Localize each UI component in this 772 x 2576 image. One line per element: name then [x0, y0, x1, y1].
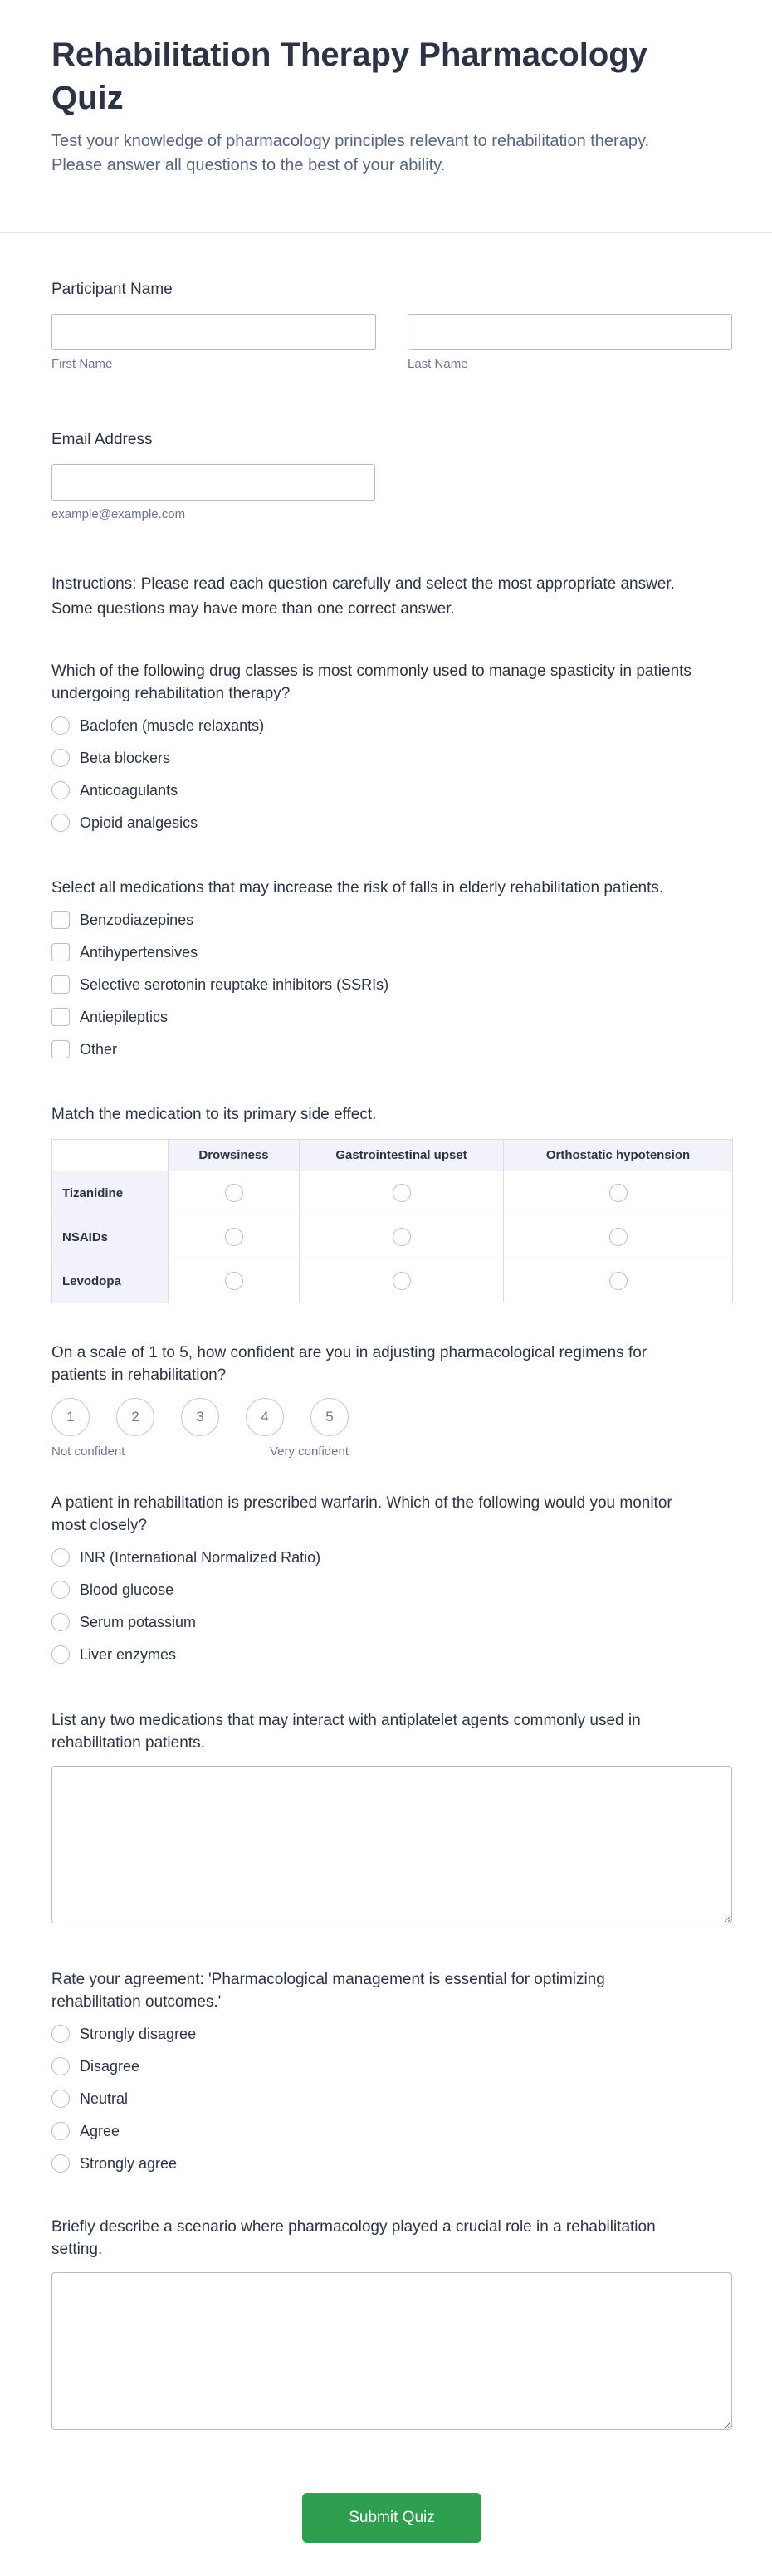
email-field [51, 464, 375, 522]
form-body [0, 233, 772, 2559]
question-spasticity [51, 660, 732, 832]
matrix-radio[interactable] [609, 1272, 628, 1290]
submit-row [51, 2430, 732, 2559]
radio-input[interactable] [51, 2122, 70, 2140]
question-spasticity-label: Which of the following drug classes is most commonly used to manage spasticity in patients undergoing rehabilitation therapy? [51, 662, 691, 702]
checkbox-input[interactable] [51, 1040, 70, 1058]
checkbox-option[interactable] [51, 975, 388, 994]
scale-option-5[interactable]: 5 [310, 1398, 349, 1436]
matrix-radio[interactable] [225, 1272, 243, 1290]
option-label: Antiepileptics [80, 1009, 169, 1025]
form-header [0, 0, 772, 233]
last-name-input[interactable] [408, 314, 732, 350]
matrix-radio[interactable] [393, 1184, 411, 1202]
matrix-column-header: Orthostatic hypotension [504, 1140, 733, 1171]
falls-options [51, 911, 732, 1058]
radio-input[interactable] [51, 1645, 70, 1664]
matrix-cell[interactable] [504, 1215, 733, 1259]
scale-option-3[interactable]: 3 [181, 1398, 219, 1436]
radio-input[interactable] [51, 781, 70, 799]
question-participant-name [51, 278, 732, 372]
form-title: Rehabilitation Therapy Pharmacology Quiz [51, 37, 647, 116]
option-label: Antihypertensives [80, 944, 198, 961]
option-label: Baclofen (muscle relaxants) [80, 717, 265, 734]
matrix-column-header: Gastrointestinal upset [300, 1140, 504, 1171]
option-label: Blood glucose [80, 1581, 174, 1598]
checkbox-option[interactable] [51, 1040, 117, 1058]
matrix-row-header: Tizanidine [52, 1171, 169, 1215]
radio-input[interactable] [51, 814, 70, 832]
scale-left-label: Not confident [51, 1444, 125, 1459]
matrix-cell[interactable] [169, 1215, 300, 1259]
radio-option[interactable] [51, 2122, 120, 2140]
question-warfarin [51, 1492, 732, 1664]
warfarin-options [51, 1548, 732, 1664]
first-name-sublabel: First Name [51, 357, 113, 371]
matrix-table [51, 1139, 733, 1303]
radio-option[interactable] [51, 1645, 176, 1664]
question-agreement-label: Rate your agreement: 'Pharmacological management is essential for optimizing rehabilitation outcomes.' [51, 1971, 605, 2011]
radio-option[interactable] [51, 1613, 196, 1631]
matrix-cell[interactable] [504, 1171, 733, 1215]
instructions-text: Instructions: Please read each question carefully and select the most appropriate answer. Some questions may have more than one correct answer. [51, 575, 675, 618]
radio-option[interactable] [51, 749, 170, 767]
scale-option-4[interactable]: 4 [246, 1398, 284, 1436]
radio-option[interactable] [51, 2057, 139, 2075]
matrix-cell[interactable] [169, 1259, 300, 1303]
scale-options [51, 1398, 732, 1436]
option-label: Anticoagulants [80, 782, 178, 799]
checkbox-option[interactable] [51, 911, 193, 929]
matrix-cell[interactable] [300, 1171, 504, 1215]
radio-input[interactable] [51, 2057, 70, 2075]
radio-input[interactable] [51, 2090, 70, 2108]
radio-input[interactable] [51, 716, 70, 735]
interactions-textarea[interactable] [51, 1766, 732, 1923]
matrix-header-row [52, 1140, 733, 1171]
question-falls [51, 877, 732, 1058]
scale-labels [51, 1444, 349, 1459]
scale-option-2[interactable]: 2 [116, 1398, 154, 1436]
question-confidence-label: On a scale of 1 to 5, how confident are you in adjusting pharmacological regimens for patients in rehabilitation? [51, 1344, 647, 1384]
name-inputs-row [51, 314, 732, 372]
option-label: Agree [80, 2123, 120, 2139]
radio-option[interactable] [51, 2154, 177, 2173]
radio-input[interactable] [51, 2154, 70, 2173]
option-label: INR (International Normalized Ratio) [80, 1549, 321, 1566]
matrix-cell[interactable] [300, 1215, 504, 1259]
matrix-cell[interactable] [504, 1259, 733, 1303]
submit-button[interactable]: Submit Quiz [302, 2493, 481, 2543]
last-name-sublabel: Last Name [408, 357, 468, 371]
checkbox-option[interactable] [51, 943, 198, 961]
option-label: Other [80, 1041, 118, 1058]
option-label: Neutral [80, 2090, 129, 2107]
matrix-row [52, 1215, 733, 1259]
radio-option[interactable] [51, 1548, 320, 1567]
instructions-block [51, 572, 732, 622]
option-label: Strongly agree [80, 2155, 178, 2172]
matrix-row [52, 1259, 733, 1303]
email-sublabel: example@example.com [51, 507, 186, 521]
question-scenario-label: Briefly describe a scenario where pharmacology played a crucial role in a rehabilitation setting. [51, 2218, 656, 2258]
option-label: Benzodiazepines [80, 912, 194, 928]
scale-option-1[interactable]: 1 [51, 1398, 90, 1436]
question-email [51, 428, 732, 522]
radio-option[interactable] [51, 716, 264, 735]
question-falls-label: Select all medications that may increase the risk of falls in elderly rehabilitation patients. [51, 879, 664, 897]
question-match-label: Match the medication to its primary side effect. [51, 1106, 377, 1123]
checkbox-option[interactable] [51, 1008, 168, 1026]
matrix-radio[interactable] [393, 1272, 411, 1290]
question-warfarin-label: A patient in rehabilitation is prescribed warfarin. Which of the following would you monitor most closely? [51, 1494, 672, 1534]
question-confidence [51, 1342, 732, 1459]
option-label: Liver enzymes [80, 1646, 177, 1663]
question-interactions-label: List any two medications that may interact with antiplatelet agents commonly used in rehabilitation patients. [51, 1712, 641, 1752]
matrix-radio[interactable] [393, 1228, 411, 1246]
option-label: Strongly disagree [80, 2026, 197, 2042]
first-name-input[interactable] [51, 314, 376, 350]
last-name-field [408, 314, 732, 372]
option-label: Disagree [80, 2058, 140, 2075]
radio-option[interactable] [51, 781, 178, 799]
scenario-textarea[interactable] [51, 2272, 732, 2430]
spasticity-options [51, 716, 732, 832]
matrix-corner-cell [52, 1140, 169, 1171]
matrix-radio[interactable] [225, 1184, 243, 1202]
radio-option[interactable] [51, 2090, 128, 2108]
radio-option[interactable] [51, 1581, 173, 1599]
option-label: Selective serotonin reuptake inhibitors (SSRIs) [80, 976, 389, 993]
question-agreement [51, 1968, 732, 2173]
participant-name-label: Participant Name [51, 281, 173, 298]
checkbox-input[interactable] [51, 911, 70, 929]
question-interactions [51, 1709, 732, 1923]
question-match [51, 1103, 732, 1303]
agreement-options [51, 2025, 732, 2173]
checkbox-input[interactable] [51, 975, 70, 994]
checkbox-input[interactable] [51, 1008, 70, 1026]
matrix-cell[interactable] [300, 1259, 504, 1303]
option-label: Serum potassium [80, 1614, 197, 1630]
matrix-radio[interactable] [225, 1228, 243, 1246]
radio-input[interactable] [51, 749, 70, 767]
matrix-radio[interactable] [609, 1184, 628, 1202]
matrix-cell[interactable] [169, 1171, 300, 1215]
scale-right-label: Very confident [269, 1444, 349, 1459]
form-subtitle: Test your knowledge of pharmacology principles relevant to rehabilitation therapy. Please answer all questions to the best of your ability. [51, 132, 650, 174]
radio-option[interactable] [51, 814, 198, 832]
matrix-row-header: NSAIDs [52, 1215, 169, 1259]
radio-input[interactable] [51, 1613, 70, 1631]
radio-option[interactable] [51, 2025, 196, 2043]
option-label: Opioid analgesics [80, 814, 198, 831]
question-scenario [51, 2216, 732, 2430]
option-label: Beta blockers [80, 750, 171, 766]
email-label: Email Address [51, 431, 153, 448]
radio-input[interactable] [51, 2025, 70, 2043]
matrix-row-header: Levodopa [52, 1259, 169, 1303]
checkbox-input[interactable] [51, 943, 70, 961]
email-input[interactable] [51, 464, 375, 501]
matrix-radio[interactable] [609, 1228, 628, 1246]
matrix-column-header: Drowsiness [169, 1140, 300, 1171]
matrix-row [52, 1171, 733, 1215]
radio-input[interactable] [51, 1581, 70, 1599]
radio-input[interactable] [51, 1548, 70, 1567]
first-name-field [51, 314, 376, 372]
